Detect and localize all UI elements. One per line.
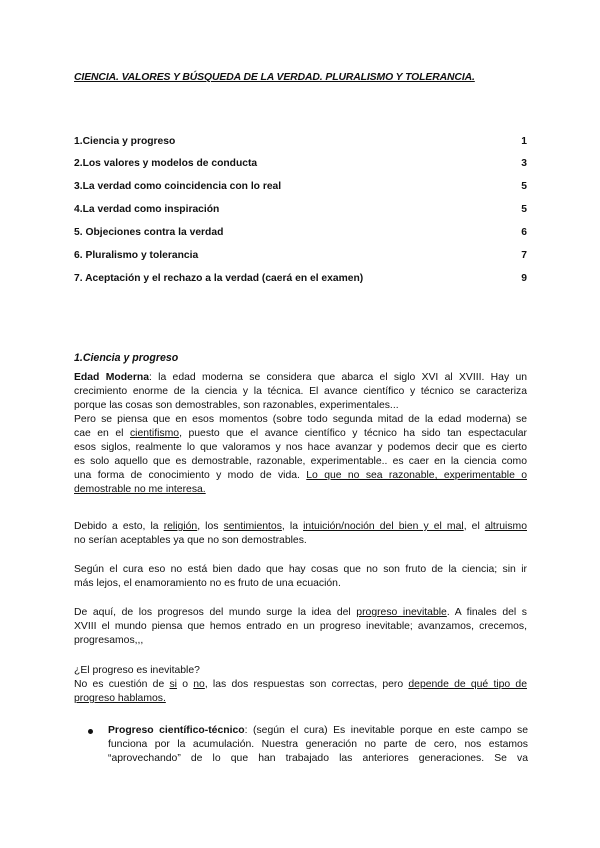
text-span: una forma de conocimiento y modo de vida. (74, 470, 307, 482)
text-span: De aquí, de los progresos del mundo surge la idea del (74, 607, 357, 618)
bullet-text (108, 724, 528, 766)
text-line: esos siglos, realmente lo que valoramos y nos hace avanzar y podemos decir que es cierto (74, 442, 527, 454)
text-line: “aprovechando” de lo que han trabajado las anteriores generaciones. Se va (108, 753, 528, 765)
bold-term: Edad Moderna (74, 372, 149, 383)
document-title: CIENCIA. VALORES Y BÚSQUEDA DE LA VERDAD. PLURALISMO Y TOLERANCIA. (74, 72, 475, 83)
text-line (74, 692, 527, 706)
text-line (74, 469, 527, 483)
text-line (74, 606, 527, 620)
underlined-phrase: depende de qué tipo de (408, 679, 527, 691)
toc-entry-label: 4.La verdad como inspiración (74, 204, 220, 215)
text-span: , puesto que el avance científico y técnico ha sido tan espectacular (179, 428, 527, 440)
toc-entry (74, 273, 527, 287)
text-line (74, 678, 527, 692)
text-span: , los (197, 521, 224, 532)
text-span: o (176, 679, 194, 691)
toc-entry-page: 1 (521, 136, 527, 147)
text-span: No es cuestión de (74, 679, 170, 691)
text-line: no serían aceptables ya que no son demostrables. (74, 535, 307, 547)
underlined-term: altruismo (484, 521, 527, 532)
underlined-phrase: Lo que no sea razonable, experimentable o (306, 470, 528, 482)
toc-entry (74, 204, 527, 218)
toc-entry-page: 5 (521, 204, 527, 215)
paragraph-cientifismo (74, 413, 527, 498)
toc-entry-label: 6. Pluralismo y tolerancia (74, 250, 199, 261)
text-line (74, 371, 527, 385)
text-line: XVIII el mundo piensa que hemos entrado en un progreso inevitable; avanzamos, crecemos, (74, 621, 527, 633)
text-line (74, 520, 527, 534)
text-span: , el (463, 521, 485, 532)
text-span: cae en el (74, 428, 130, 440)
underlined-phrase: progreso hablamos. (74, 693, 166, 705)
text-span: , la (281, 521, 304, 532)
toc-entry-label: 7. Aceptación y el rechazo a la verdad (caerá en el examen) (74, 273, 364, 284)
toc-entry-label: 2.Los valores y modelos de conducta (74, 158, 258, 169)
text-span: . A finales del s (446, 607, 527, 618)
text-line (74, 483, 527, 497)
text-line: es solo aquello que es demostrable, razonable, experimentable.. es caer en la ciencia como (74, 456, 527, 468)
toc-entry-label: 3.La verdad como coincidencia con lo real (74, 181, 282, 192)
text-line: Según el cura eso no está bien dado que hay cosas que no son fruto de la ciencia; sin ir (74, 564, 527, 575)
paragraph-segun-el-cura (74, 563, 527, 591)
text-span: Debido a esto, la (74, 521, 164, 532)
toc-entry (74, 136, 527, 150)
underlined-term: cientifismo (129, 428, 180, 440)
text-line (74, 427, 527, 441)
toc-entry-page: 6 (521, 227, 527, 238)
underlined-term: intuición/noción del bien y el mal (303, 521, 464, 532)
text-line: progresamos,,, (74, 635, 144, 647)
underlined-term: progreso inevitable (356, 607, 447, 618)
paragraph-progreso-inevitable (74, 606, 527, 648)
toc-entry (74, 250, 527, 264)
underlined-term: sentimientos (223, 521, 282, 532)
toc-entry-page: 7 (521, 250, 527, 261)
text-line: Pero se piensa que en esos momentos (sobre todo segunda mitad de la edad moderna) se (74, 414, 527, 425)
text-span: : (según el cura) Es inevitable porque en este campo se (244, 725, 528, 736)
text-span: , las dos respuestas son correctas, pero (204, 679, 409, 691)
section-heading: 1.Ciencia y progreso (74, 352, 179, 364)
toc-entry-page: 9 (521, 273, 527, 284)
toc-entry-label: 1.Ciencia y progreso (74, 136, 176, 147)
paragraph-edad-moderna (74, 371, 527, 413)
paragraph-pregunta (74, 664, 527, 706)
underlined-term: religión (163, 521, 198, 532)
text-line: crecimiento enorme de la ciencia y la técnica. El avance científico y técnico se caracteriza (74, 386, 527, 398)
paragraph-debido (74, 520, 527, 548)
text-span: : la edad moderna se considera que abarca el siglo XVI al XVIII. Hay un (149, 372, 527, 383)
toc-entry (74, 227, 527, 241)
underlined-term: si (169, 679, 177, 691)
underlined-phrase: demostrable no me interesa. (74, 484, 206, 496)
underlined-term: no (193, 679, 205, 691)
toc-entry (74, 181, 527, 195)
toc-entry-page: 3 (521, 158, 527, 169)
bullet-dot-icon (88, 729, 93, 734)
toc-entry (74, 158, 527, 172)
text-line: porque las cosas son demostrables, son razonables, experimentales... (74, 400, 399, 412)
bold-term: Progreso científico-técnico (108, 725, 245, 736)
toc-entry-label: 5. Objeciones contra la verdad (74, 227, 224, 238)
text-line (108, 724, 528, 738)
text-line: más lejos, el enamoramiento no es fruto de una ecuación. (74, 578, 341, 590)
question-line: ¿El progreso es inevitable? (74, 665, 200, 676)
text-line: funciona por la acumulación. Nuestra generación no parte de cero, nos estamos (108, 739, 528, 751)
toc-entry-page: 5 (521, 181, 527, 192)
